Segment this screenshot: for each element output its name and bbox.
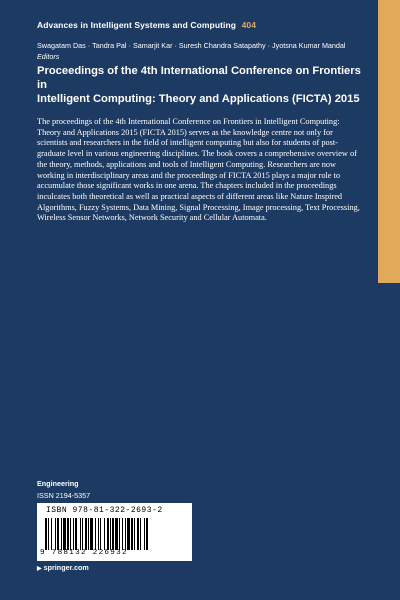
editor-separator: · <box>174 41 177 50</box>
accent-bar <box>378 0 400 283</box>
barcode-bar <box>107 518 109 550</box>
barcode-bar <box>104 518 105 550</box>
barcode-bar <box>63 518 66 550</box>
editor-name: Tandra Pal <box>92 41 127 50</box>
barcode-bar <box>48 518 49 550</box>
barcode-bar <box>98 518 99 550</box>
barcode-bar <box>51 518 52 550</box>
series-volume: 404 <box>241 20 257 30</box>
barcode-bar <box>80 518 81 550</box>
book-title <box>37 64 367 106</box>
barcode-bar <box>70 518 71 550</box>
editor-name: Samarjit Kar <box>132 41 173 50</box>
editor-separator: · <box>128 41 131 50</box>
editor-separator: · <box>87 41 91 50</box>
barcode-bar <box>115 518 118 550</box>
barcode-bars <box>45 518 185 550</box>
isbn-text: ISBN 978-81-322-2693-2 <box>46 506 163 515</box>
barcode-bar <box>144 518 145 550</box>
barcode-bar <box>82 518 83 550</box>
barcode-bar <box>61 518 62 550</box>
barcode-bar <box>127 518 130 550</box>
series-title <box>37 20 256 30</box>
barcode-bar <box>122 518 123 550</box>
editor-separator: · <box>267 41 271 50</box>
barcode-bar <box>131 518 133 550</box>
editors-label: Editors <box>37 52 60 61</box>
barcode-bar <box>88 518 89 550</box>
barcode-bar <box>67 518 69 550</box>
editor-name: Swagatam Das <box>37 41 86 50</box>
publisher-name: springer.com <box>43 563 89 572</box>
isbn-barcode <box>37 503 192 561</box>
barcode-bar <box>112 518 114 550</box>
barcode-bar <box>73 518 74 550</box>
barcode-bar <box>90 518 93 550</box>
barcode-bar <box>55 518 56 550</box>
publisher-link[interactable] <box>37 563 89 572</box>
barcode-bar <box>119 518 120 550</box>
issn-label: ISSN 2194-5357 <box>37 491 91 500</box>
barcode-bar <box>95 518 96 550</box>
barcode-bar <box>85 518 87 550</box>
barcode-bar <box>75 518 77 550</box>
barcode-bar <box>57 518 59 550</box>
book-title-line: Intelligent Computing: Theory and Applications (FICTA) 2015 <box>37 93 360 105</box>
book-description: The proceedings of the 4th International Conference on Frontiers in Intelligent Computing: Theory and Applications 2015 (FICTA 2015) serves as the knowledge centre not only for scientists and researchers in the field of intelligent computing but also for students of post-graduate level in various engineering disciplines. The book covers a comprehensive overview of the theory, methods, applications and tools of Intelligent Computing. Researchers are now working in interdisciplinary areas and the proceedings of FICTA 2015 plays a major role to accumulate those significant works in one arena. The chapters included in the proceedings inculcates both theoretical as well as practical aspects of different areas like Nature Inspired Algorithms, Fuzzy Systems, Data Mining, Signal Processing, Image processing, Text Processing, Wireless Sensor Networks, Network Security and Cellular Automata. <box>37 117 360 223</box>
barcode-bar <box>146 518 148 550</box>
editor-name: Suresh Chandra Satapathy <box>178 41 266 50</box>
barcode-bar <box>110 518 111 550</box>
barcode-bar <box>137 518 139 550</box>
barcode-bar <box>100 518 101 550</box>
series-name: Advances in Intelligent Systems and Computing <box>37 20 237 30</box>
barcode-bar <box>140 518 141 550</box>
barcode-bar <box>125 518 126 550</box>
subject-label: Engineering <box>37 479 79 488</box>
barcode-digits: 9 788132 226932 <box>40 549 128 557</box>
book-title-line: Proceedings of the 4th International Conference on Frontiers in <box>37 65 361 91</box>
editor-name: Jyotsna Kumar Mandal <box>272 41 346 50</box>
triangle-right-icon: ▶ <box>37 566 42 572</box>
editor-list <box>37 41 367 50</box>
barcode-bar <box>45 518 47 550</box>
barcode-bar <box>134 518 135 550</box>
